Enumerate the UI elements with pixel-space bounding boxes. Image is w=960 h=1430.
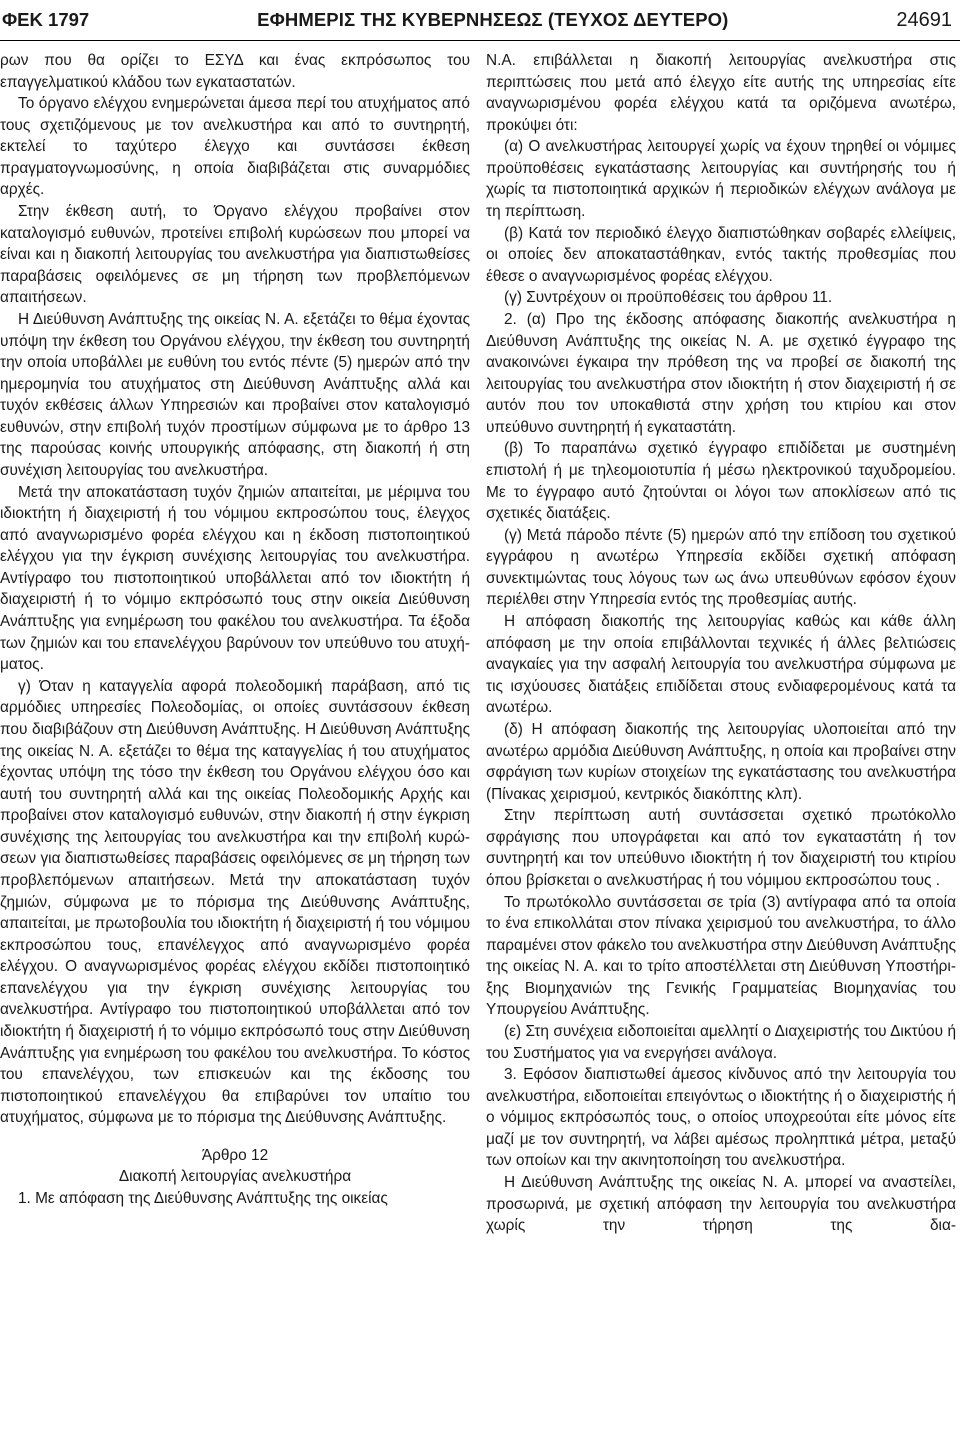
paragraph: Ν.Α. επιβάλλεται η διακοπή λειτουργίας ανελκυστήρα στις περιπτώσεις που μετά από έλεγχο είτε αυτής της υπηρεσίας είτε αναγνωρισμένου φορέα ελέγχου κατά τα οριζόμενα ανωτέρω, προκύψει ότι: <box>486 52 956 134</box>
paragraph: (α) Ο ανελκυστήρας λειτουργεί χωρίς να έχουν τηρηθεί οι νόμιμες προϋποθέσεις εγκατάστασης λειτουργίας και συντήρησής του ή χωρίς τα πιστοποιητικά αρχικών ή περιοδικών ελέγχων ανάλογα με τη περίπτωση. <box>486 138 956 221</box>
header-divider <box>0 40 960 41</box>
paragraph: (γ) Μετά πάροδο πέντε (5) ημερών από την επίδοση του σχετικού εγγράφου η ανωτέρω Υπηρεσία εκδίδει σχετική απόφαση συνεκτιμώντας τους λόγους των ως άνω υπευθύνων εφόσον έχουν περιέλθει στην Υπηρεσία εντός της προθεσμίας αυτής. <box>486 526 956 609</box>
left-column <box>0 50 470 1210</box>
paragraph: Το πρωτόκολλο συντάσσεται σε τρία (3) αντίγραφα από τα οποία το ένα επικολλάται στον πίνακα χειρισμού του ανελκυστήρα, το άλλο παραμένει στον φάκελο του ανελκυστήρα στην Διεύθυνση Ανάπτυξης της οικείας Ν. Α. και το τρίτο αποστέλλεται στη Διεύθυνση Υποστήριξης Βιομηχανιών της Γενικής Γραμματείας Βιομηχανίας του Υπουργείου Ανάπτυξης. <box>486 893 956 1019</box>
paragraph: Στην περίπτωση αυτή συντάσσεται σχετικό πρωτόκολλο σφράγισης που υπογράφεται και από τον εγκαταστάτη ή τον συντηρητή και τον υπεύθυνο ιδιοκτήτη ή τον διαχειριστή του κτιρίου όπου βρίσκεται ο ανελκυστήρας ή του νόμιμου εκπροσώπου τους . <box>486 807 956 889</box>
paragraph: (β) Το παραπάνω σχετικό έγγραφο επιδίδεται με συστημένη επιστολή ή με τηλεομοιοτυπία ή μέσω ηλεκτρονικού ταχυδρομείου. Με το έγγραφο αυτό ζητούνται οι λόγοι των αποκλίσεων από τις σχετικές διατάξεις. <box>486 440 956 523</box>
gazette-title: ΕΦΗΜΕΡΙΣ ΤΗΣ ΚΥΒΕΡΝΗΣΕΩΣ (ΤΕΥΧΟΣ ΔΕΥΤΕΡΟ) <box>257 9 729 30</box>
paragraph: (β) Κατά τον περιοδικό έλεγχο διαπιστώθηκαν σοβαρές ελλείψεις, οι οποίες δεν αποκαταστάθηκαν, εντός τακτής προθεσμίας που έθεσε ο αναγνωρισμένος φορέας ελέγχου. <box>486 224 956 285</box>
paragraph: Η Διεύθυνση Ανάπτυξης της οικείας Ν. Α. εξετάζει το θέμα έχοντας υπόψη την έκθεση του Οργάνου ελέγχου, την έκθεση του συντηρητή την οποία υποβάλλει με ευθύνη του εντός πέντε (5) ημερών από την ημερομηνία του ατυχήματος στη Διεύθυνση Ανάπτυξης αλλά και τυχόν εκθέσεις άλλων Υπηρεσιών και προβαίνει στον καταλογισμό ευθυνών, στην επιβολή τυχόν προστίμων σύμφωνα με το άρθρο 13 της παρούσας κοινής υπουργικής απόφασης, στη διακοπή ή στη συνέχιση λειτουργίας του ανελκυστήρα. <box>0 310 470 479</box>
paragraph: (γ) Συντρέχουν οι προϋποθέσεις του άρθρου 11. <box>504 289 833 307</box>
page-header <box>0 0 960 40</box>
page-number: 24691 <box>896 8 952 31</box>
paragraph: Η απόφαση διακοπής της λειτουργίας καθώς και κάθε άλλη απόφαση με την οποία επιβάλλονται τεχνικές ή άλλες βελτιώσεις αναγκαίες για την ασφαλή λειτουργία του ανελκυστήρα σύμφωνα με τις ισχύουσες διατάξεις επιδίδεται στους ενδιαφερομένους κατά τα ανωτέρω. <box>486 613 956 717</box>
article-number: Άρθρο 12 <box>201 1146 269 1164</box>
paragraph: Η Διεύθυνση Ανάπτυξης της οικείας Ν. Α. μπορεί να αναστείλει, προσωρινά, με σχετική απόφαση την λειτουργία του ανελκυστήρα χωρίς την τήρηση της δια- <box>486 1174 956 1235</box>
paragraph: 3. Εφόσον διαπιστωθεί άμεσος κίνδυνος από την λειτουργία του ανελκυστήρα, ειδοποιείται επειγόντως ο ιδιοκτήτης ή ο διαχειριστής ή ο νόμιμος εκπρόσωπός τους, ο οποίος υποχρεούται είτε μόνος είτε μαζί με τον συντηρητή, να λάβει αμέσως προληπτικά μέτρα, μεταξύ των οποίων και την ακινητοποίηση του ανελκυστήρα. <box>486 1066 956 1170</box>
right-column <box>486 50 956 1237</box>
paragraph: 1. Με απόφαση της Διεύθυνσης Ανάπτυξης της οικείας <box>18 1190 388 1208</box>
paragraph: 2. (α) Προ της έκδοσης απόφασης διακοπής ανελκυστήρα η Διεύθυνση Ανάπτυξης της οικείας Ν. Α. με σχετικό έγγραφο της ανακοινώνει έγκαιρα την πρόθεση της να προβεί σε διακοπή της λειτουργίας του ανελκυστήρα στον ιδιοκτήτη ή στον διαχειριστή ή σε αυτόν που τον υποκαθιστά στην χρήση του κτιρίου και στον υπεύθυνο συντηρητή ή εγκαταστάτη. <box>486 310 956 436</box>
paragraph: (δ) Η απόφαση διακοπής της λειτουργίας υλοποιείται από την ανωτέρω αρμόδια Διεύθυνση Ανάπτυξης, η οποία και προβαίνει στην σφράγιση των κυρίων στοιχείων της εγκατάστασης του ανελκυστήρα (Πίνακας χειρισμού, κεντρικός διακόπτης κλπ). <box>486 720 956 803</box>
paragraph: Μετά την αποκατάσταση τυχόν ζημιών απαιτείται, με μέριμνα του ιδιοκτήτη ή διαχειριστή ή του νόμιμου εκπροσώπου τους, έλεγχος από αναγνωρισμένο φορέα ελέγχου και η έκδοση πιστοποιητικού ελέγχου για την έγκριση συνέχισης λειτουργίας του ανελκυστήρα. Αντίγραφο του πιστοποιητικού υποβάλλεται από τον ιδιοκτήτη ή διαχειριστή ή το νόμιμο εκπρόσωπό τους στην οικεία Διεύθυνση Ανάπτυξης για ενημέρωση του φακέλου του ανελκυστήρα. Τα έξοδα των ζημιών και του επανελέγχου βαρύνουν τον υπεύθυνο του ατυχήματος. <box>0 483 470 674</box>
paragraph: (ε) Στη συνέχεια ειδοποιείται αμελλητί ο Διαχειριστής του Δικτύου ή του Συστήματος για να ενεργήσει ανάλογα. <box>486 1023 956 1062</box>
article-title: Διακοπή λειτουργίας ανελκυστήρα <box>118 1168 352 1186</box>
paragraph: ρων που θα ορίζει το ΕΣΥΔ και ένας εκπρόσωπος του επαγγελματικού κλάδου των εγκαταστατών. <box>0 52 470 91</box>
paragraph: Στην έκθεση αυτή, το Όργανο ελέγχου προβαίνει στον καταλογισμό ευθυνών, προτείνει επιβολή κυρώσεων που μπορεί να είναι και η διακοπή λειτουργίας του ανελκυστήρα για διαπιστωθείσες παραβάσεις οφειλόμενες σε μη τήρηση των προβλεπόμενων απαιτήσεων. <box>0 203 470 307</box>
issue-number: ΦΕΚ 1797 <box>2 9 90 30</box>
paragraph: γ) Όταν η καταγγελία αφορά πολεοδομική παράβαση, από τις αρμόδιες υπηρεσίες Πολεοδομίας, οι οποίες συντάσσουν έκθεση που διαβιβάζουν στη Διεύθυνση Ανάπτυξης. Η Διεύθυνση Ανάπτυξης της οικείας Ν. Α. εξετάζει το θέμα της καταγγελίας ή του ατυχήματος έχοντας υπόψη της τόσο την έκθεση του Οργάνου ελέγχου όσο και αυτή του συντηρητή αλλά και της οικείας Πολεοδομικής Αρχής και προβαίνει στον καταλογισμό ευθυνών, στην διακοπή ή στην έγκριση συνέχισης της λειτουργίας του ανελκυστήρα και την επιβολή κυρώσεων για διαπιστωθείσες παραβάσεις οφειλόμενες σε μη τήρηση των προβλεπόμενων απαιτήσεων. Μετά την αποκατάσταση τυχόν ζημιών, σύμφωνα με το πόρισμα της Διεύθυνσης Ανάπτυξης, απαιτείται, με πρωτοβουλία του ιδιοκτήτη ή διαχειριστή ή του νόμιμου εκπροσώπου τους, επανέλεγχος από αναγνωρισμένο φορέα ελέγχου. Ο αναγνωρισμένος φορέας ελέγχου εκδίδει πιστοποιητικό επανελέγχου για την έγκριση συνέχισης λειτουργίας του ανελκυστήρα. Αντίγραφο του πιστοποιητικού υποβάλλεται από τον ιδιοκτήτη ή διαχειριστή ή το νόμιμο εκπρόσωπό τους στην Διεύθυνση Ανάπτυξης για ενημέρωση του φακέλου του ανελκυστήρα. Το κόστος του επανελέγχου, των επισκευών και της έκδοσης του πιστοποιητικού επανελέγχου θα επιβαρύνει τον υπαίτιο του ατυχήματος, σύμφωνα με το πόρισμα της Διεύθυνσης Ανάπτυξης. <box>0 677 470 1127</box>
paragraph: Το όργανο ελέγχου ενημερώνεται άμεσα περί του ατυχήματος από τους σχετιζόμενους με τον ανελκυστήρα και από το συντηρητή, εκτελεί το ταχύτερο έλεγχο και συντάσσει έκθεση πραγματογνωμοσύνης, η οποία διαβιβάζεται στις συναρμόδιες αρχές. <box>0 95 470 199</box>
